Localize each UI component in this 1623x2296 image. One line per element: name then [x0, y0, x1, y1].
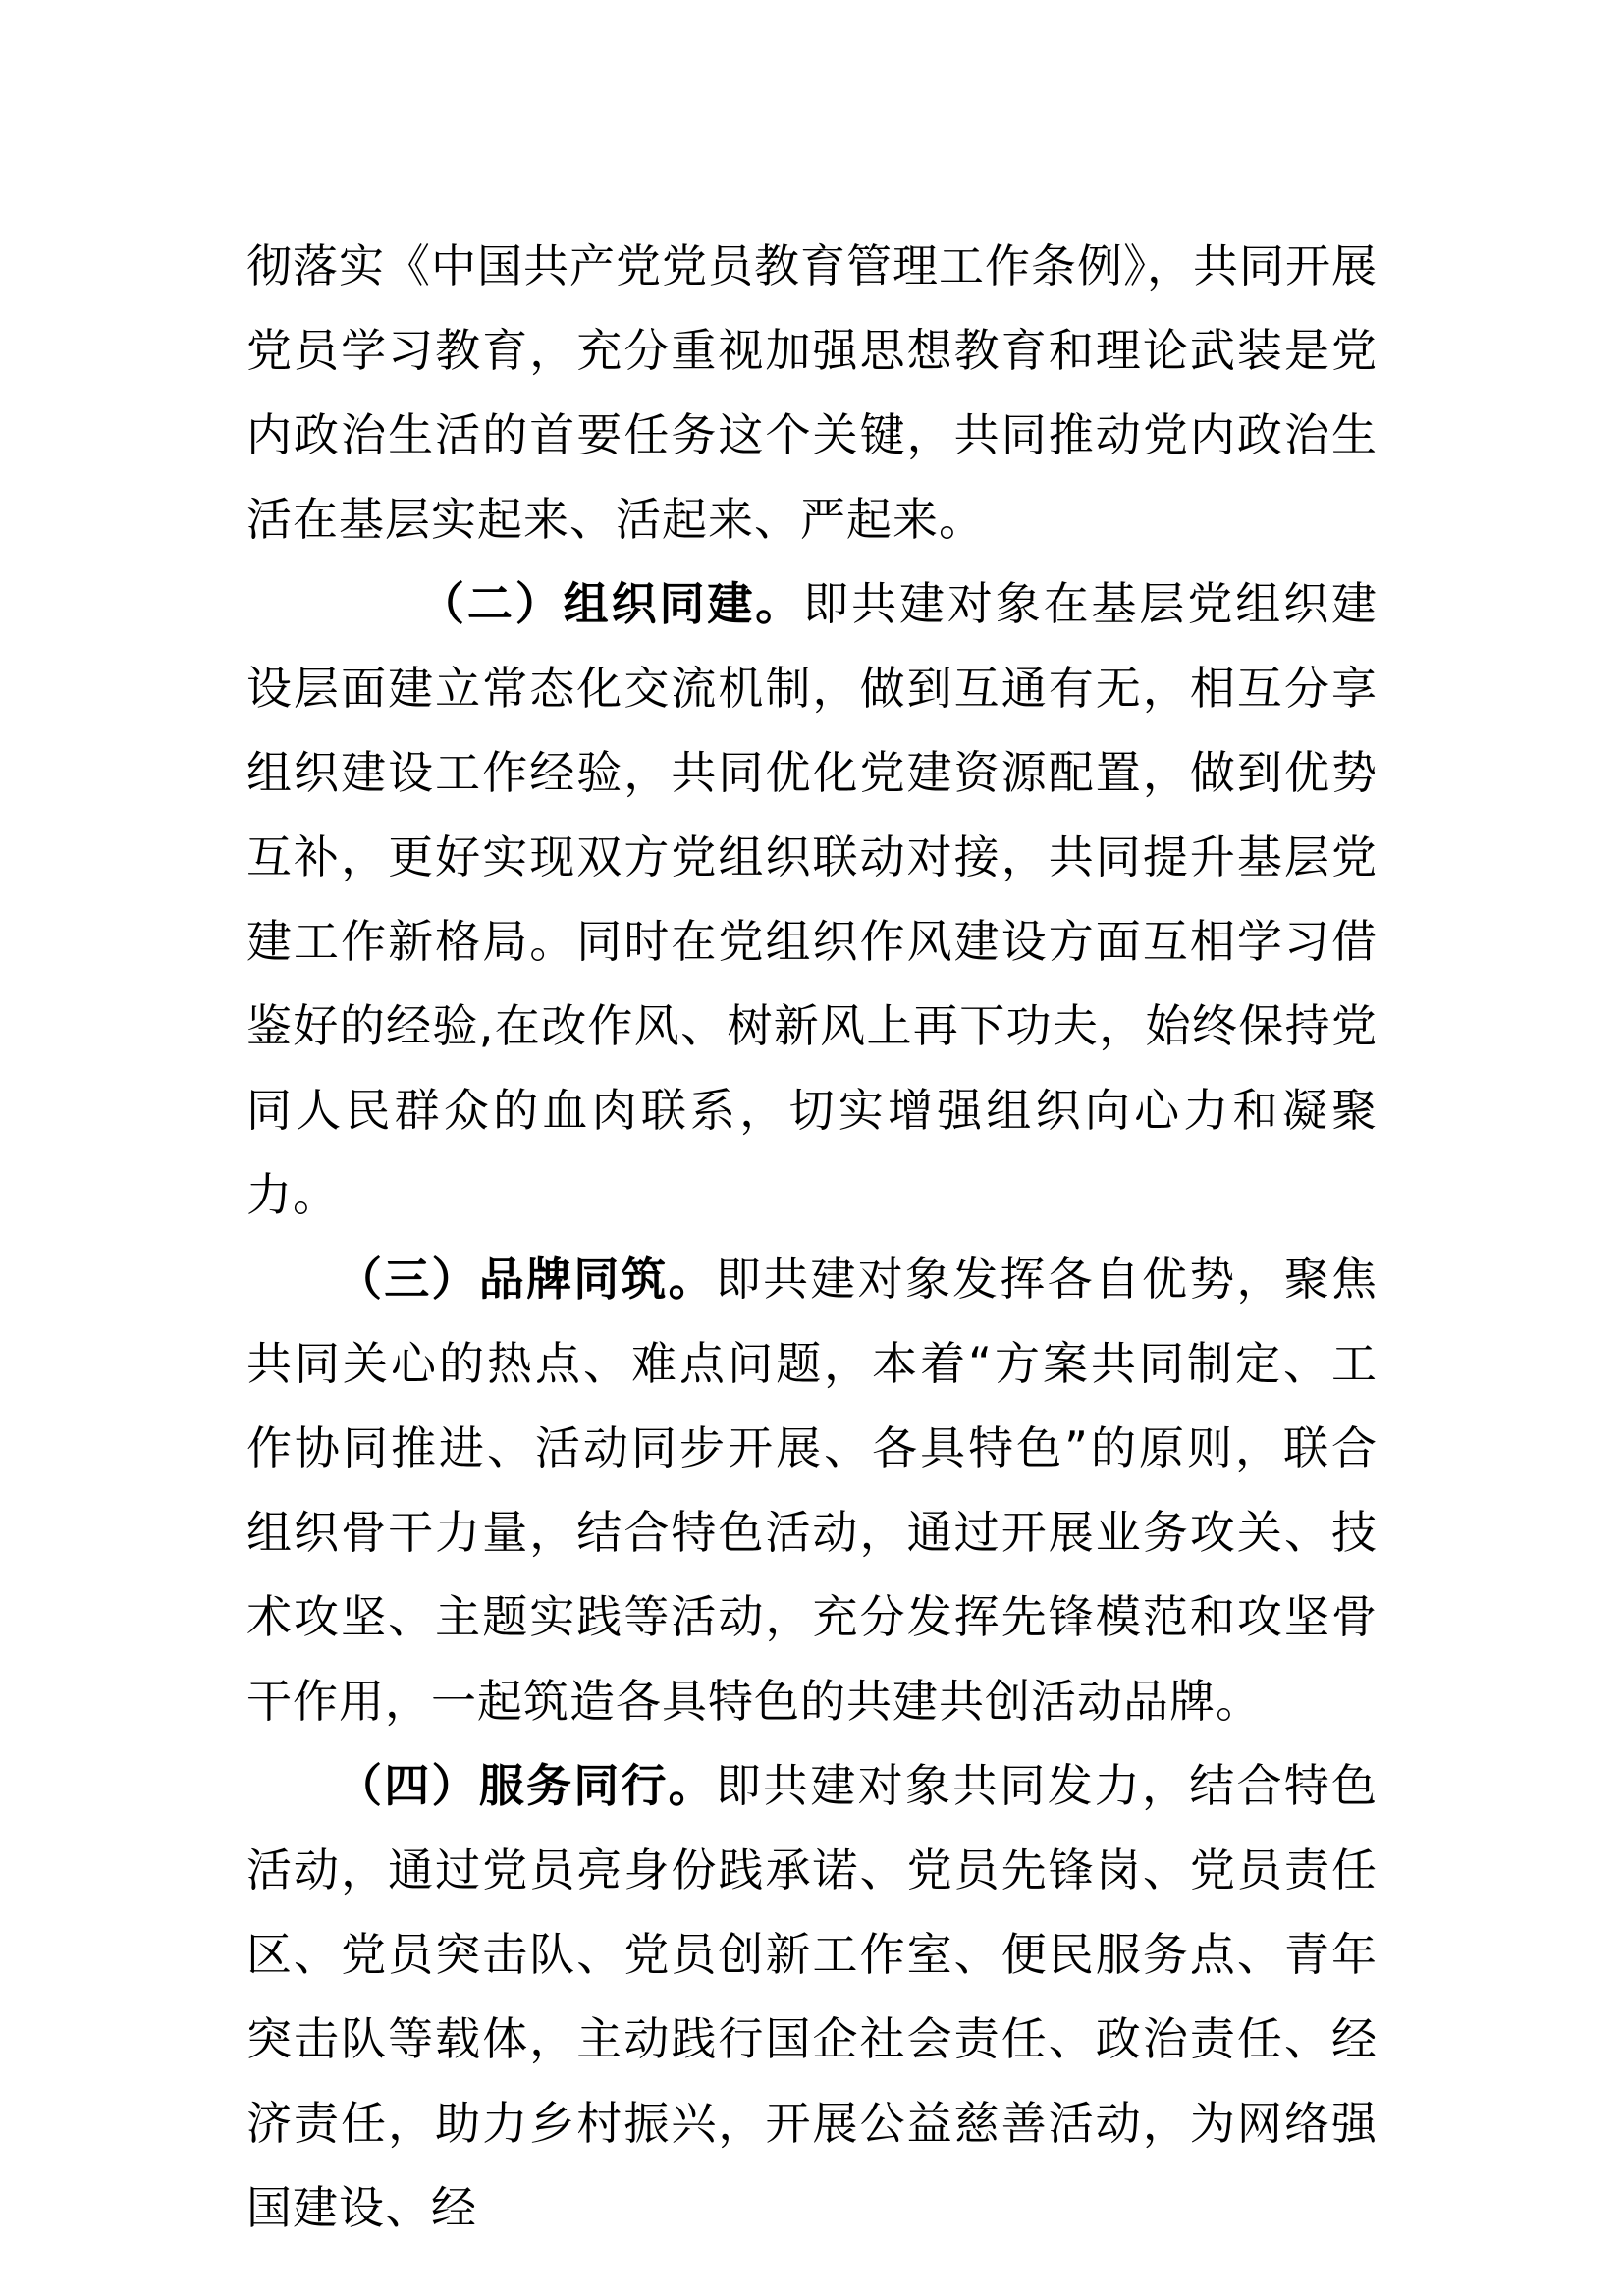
paragraph-text: 即共建对象共同发力，结合特色活动，通过党员亮身份践承诺、党员先锋岗、党员责任区、党员突击队、党员创新工作室、便民服务点、青年突击队等载体，主动践行国企社会责任、政治责任、经济责任，助力乡村振兴，开展公益慈善活动，为网络强国建设、经 [246, 1759, 1379, 2234]
paragraph-brand [246, 1237, 1378, 1743]
paragraph-service [246, 1743, 1378, 2250]
document-page [246, 224, 1378, 2250]
paragraph-text: 彻落实《中国共产党党员教育管理工作条例》，共同开展党员学习教育，充分重视加强思想教育和理论武装是党内政治生活的首要任务这个关键，共同推动党内政治生活在基层实起来、活起来、严起来。 [246, 240, 1378, 546]
paragraph-intro-continued [246, 224, 1378, 561]
paragraph-text: 即共建对象在基层党组织建设层面建立常态化交流机制，做到互通有无，相互分享组织建设工作经验，共同优化党建资源配置，做到优势互补，更好实现双方党组织联动对接，共同提升基层党建工作新格局。同时在党组织作风建设方面互相学习借鉴好的经验,在改作风、树新风上再下功夫，始终保持党同人民群众的血肉联系，切实增强组织向心力和凝聚力。 [246, 577, 1379, 1221]
section-heading-service: （四）服务同行。 [337, 1759, 716, 1812]
section-heading-organization: （二）组织同建。 [419, 577, 804, 630]
paragraph-organization [246, 561, 1378, 1237]
paragraph-text: 即共建对象发挥各自优势，聚焦共同关心的热点、难点问题，本着“方案共同制定、工作协同推进、活动同步开展、各具特色”的原则，联合组织骨干力量，结合特色活动，通过开展业务攻关、技术攻坚、主题实践等活动，充分发挥先锋模范和攻坚骨干作用，一起筑造各具特色的共建共创活动品牌。 [246, 1253, 1379, 1728]
section-heading-brand: （三）品牌同筑。 [337, 1253, 716, 1306]
